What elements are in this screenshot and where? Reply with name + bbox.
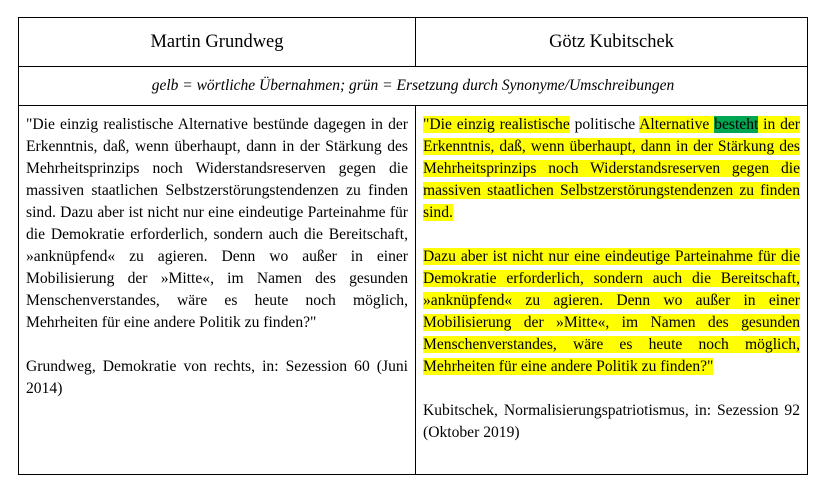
literal-highlight: in der Erkenntnis, daß, wenn überhaupt, dann in der Stärkung des Mehrheitsprinzips noch Widerstandsreserven gegen die massiven staatlichen Selbstzerstörungstendenzen zu finden sind. <box>423 116 801 221</box>
left-column <box>19 106 416 475</box>
comparison-table <box>18 17 808 475</box>
header-left-author: Martin Grundweg <box>19 18 416 67</box>
synonym-highlight: besteht <box>714 116 759 133</box>
literal-highlight: Alternative <box>639 116 710 133</box>
inserted-text: politische <box>569 116 640 133</box>
color-legend: gelb = wörtliche Übernahmen; grün = Ersetzung durch Synonyme/Umschreibungen <box>19 67 808 106</box>
literal-highlight: Dazu aber ist nicht nur eine eindeutige Parteinahme für die Demokratie erforderlich, sondern auch die Bereitschaft, »anknüpfend« zu agieren. Denn wo außer in einer Mobilisierung der »Mitte«, im Namen des gesunden Menschenverstandes, wäre es heute noch möglich, Mehrheiten für eine andere Politik zu finden?" <box>423 248 800 375</box>
left-source: Grundweg, Demokratie von rechts, in: Sezession 60 (Juni 2014) <box>26 358 408 397</box>
right-paragraph-1 <box>423 114 800 224</box>
right-column <box>416 106 808 475</box>
literal-highlight: "Die einzig realistische <box>423 116 570 133</box>
right-paragraph-2 <box>423 246 800 378</box>
right-source: Kubitschek, Normalisierungspatriotismus, in: Sezession 92 (Oktober 2019) <box>423 402 800 441</box>
header-right-author: Götz Kubitschek <box>416 18 808 67</box>
left-quote: "Die einzig realistische Alternative bestünde dagegen in der Erkenntnis, daß, wenn überhaupt, dann in der Stärkung des Mehrheitsprinzips noch Widerstandsreserven gegen die massiven staatlichen Selbstzerstörungstendenzen zu finden sind. Dazu aber ist nicht nur eine eindeutige Parteinahme für die Demokratie erforderlich, sondern auch die Bereitschaft, »anknüpfend« zu agieren. Denn wo außer in einer Mobilisierung der »Mitte«, im Namen des gesunden Menschenverstandes, wäre es heute noch möglich, Mehrheiten für eine andere Politik zu finden?" <box>26 116 408 331</box>
